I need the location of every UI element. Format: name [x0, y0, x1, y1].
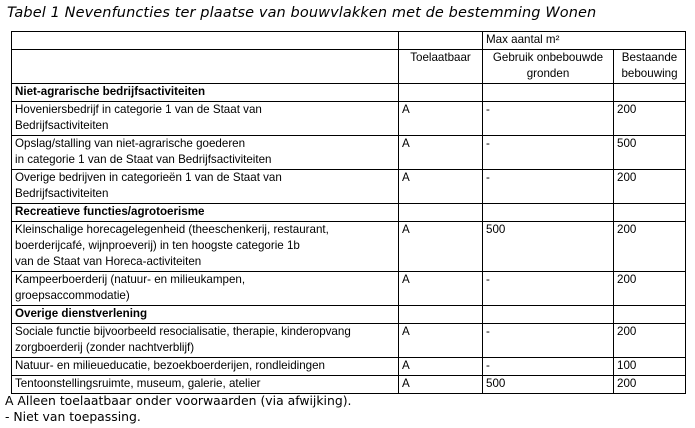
row-allowed: A [399, 272, 483, 306]
row-allowed: A [399, 102, 483, 136]
row-existing: 200 [614, 272, 686, 306]
row-unbuilt: 500 [483, 376, 614, 394]
table-row [12, 136, 686, 170]
section-row [12, 306, 686, 324]
header-col-unbuilt-line: gronden [526, 67, 570, 80]
row-description [12, 170, 399, 204]
row-existing: 200 [614, 324, 686, 358]
row-description-line: Sociale functie bijvoorbeeld resocialisatie, therapie, kinderopvang [15, 325, 351, 338]
section-title: Niet-agrarische bedrijfsactiviteiten [12, 84, 399, 102]
table-row [12, 376, 686, 394]
header-col-unbuilt [483, 50, 614, 84]
header-row-columns [12, 50, 686, 84]
row-unbuilt: - [483, 272, 614, 306]
row-description-line: van de Staat van Horeca-activiteiten [15, 255, 202, 268]
row-description-line: groepsaccommodatie) [15, 289, 130, 302]
row-description-line: Bedrijfsactiviteiten [15, 187, 109, 200]
row-unbuilt: - [483, 136, 614, 170]
section-empty-cell [483, 84, 614, 102]
section-empty-cell [614, 84, 686, 102]
row-description [12, 324, 399, 358]
table-row [12, 324, 686, 358]
header-empty-cell [12, 32, 399, 50]
table-row [12, 358, 686, 376]
row-existing: 500 [614, 136, 686, 170]
section-empty-cell [614, 204, 686, 222]
footnote: A Alleen toelaatbaar onder voorwaarden (via afwijking). [5, 393, 352, 408]
footnote: - Niet van toepassing. [5, 409, 141, 424]
section-empty-cell [399, 306, 483, 324]
row-allowed: A [399, 222, 483, 272]
section-empty-cell [614, 306, 686, 324]
row-description [12, 136, 399, 170]
section-empty-cell [399, 204, 483, 222]
row-unbuilt: - [483, 358, 614, 376]
row-description-line: Tentoonstellingsruimte, museum, galerie, atelier [15, 377, 261, 390]
row-description [12, 272, 399, 306]
section-title: Recreatieve functies/agrotoerisme [12, 204, 399, 222]
nevenfuncties-table [11, 31, 686, 394]
section-title: Overige dienstverlening [12, 306, 399, 324]
header-col-allowed [399, 50, 483, 84]
header-row-group [12, 32, 686, 50]
row-existing: 100 [614, 358, 686, 376]
footnotes [5, 393, 351, 425]
row-description-line: Opslag/stalling van niet-agrarische goederen [15, 137, 246, 150]
table-row [12, 170, 686, 204]
row-allowed: A [399, 136, 483, 170]
table-row [12, 222, 686, 272]
row-description-line: Hoveniersbedrijf in categorie 1 van de Staat van [15, 103, 262, 116]
section-empty-cell [399, 84, 483, 102]
row-existing: 200 [614, 222, 686, 272]
section-row [12, 84, 686, 102]
section-empty-cell [483, 204, 614, 222]
row-allowed: A [399, 170, 483, 204]
header-col-existing-line: Bestaande [621, 51, 678, 64]
row-description [12, 358, 399, 376]
row-description [12, 222, 399, 272]
row-description [12, 376, 399, 394]
row-existing: 200 [614, 170, 686, 204]
header-col-existing [614, 50, 686, 84]
row-existing: 200 [614, 376, 686, 394]
table-row [12, 272, 686, 306]
table-body [12, 32, 686, 394]
row-unbuilt: - [483, 324, 614, 358]
row-description-line: Overige bedrijven in categorieën 1 van de Staat van [15, 171, 282, 184]
row-description-line: boerderijcafé, wijnproeverij) in ten hoogste categorie 1b [15, 239, 300, 252]
row-unbuilt: - [483, 102, 614, 136]
row-allowed: A [399, 358, 483, 376]
row-allowed: A [399, 324, 483, 358]
section-empty-cell [483, 306, 614, 324]
header-max-group [483, 32, 686, 50]
table-row [12, 102, 686, 136]
row-description-line: Kleinschalige horecagelegenheid (theeschenkerij, restaurant, [15, 223, 329, 236]
header-empty-cell [399, 32, 483, 50]
header-col-existing-line: bebouwing [621, 67, 678, 80]
table-caption: Tabel 1 Nevenfuncties ter plaatse van bouwvlakken met de bestemming Wonen [7, 5, 597, 21]
row-unbuilt: - [483, 170, 614, 204]
header-max-group-label: Max aantal m² [486, 33, 560, 46]
row-allowed: A [399, 376, 483, 394]
row-existing: 200 [614, 102, 686, 136]
section-row [12, 204, 686, 222]
row-description-line: in categorie 1 van de Staat van Bedrijfsactiviteiten [15, 153, 272, 166]
row-description-line: Bedrijfsactiviteiten [15, 119, 109, 132]
row-description [12, 102, 399, 136]
row-description-line: Natuur- en milieueducatie, bezoekboerderijen, rondleidingen [15, 359, 326, 372]
header-empty-cell [12, 50, 399, 84]
header-col-allowed-label: Toelaatbaar [410, 51, 471, 64]
row-description-line: zorgboerderij (zonder nachtverblijf) [15, 341, 195, 354]
header-col-unbuilt-line: Gebruik onbebouwde [492, 51, 604, 64]
row-unbuilt: 500 [483, 222, 614, 272]
row-description-line: Kampeerboerderij (natuur- en milieukampen, [15, 273, 246, 286]
